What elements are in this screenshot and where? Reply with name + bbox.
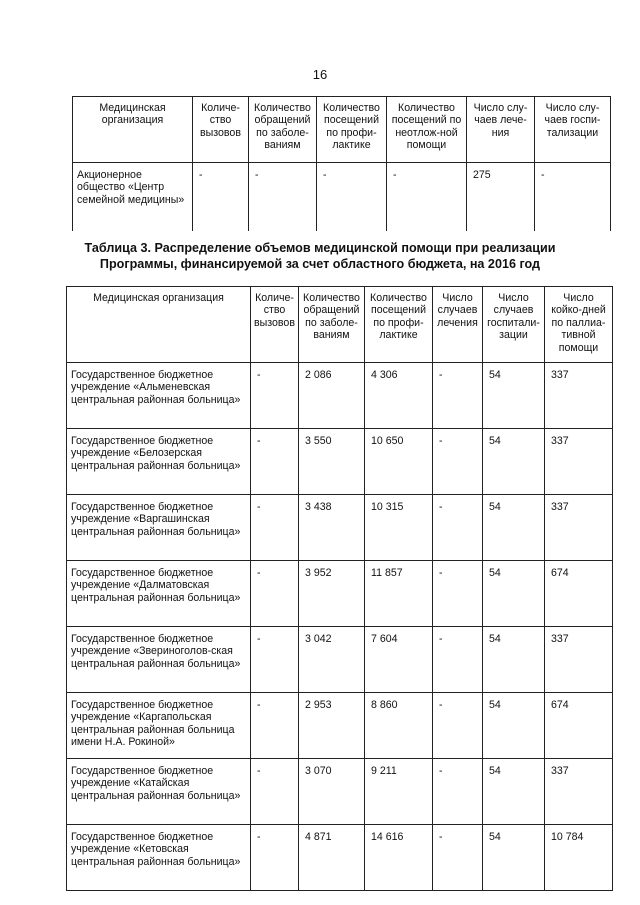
cell-hospitalization: - [535,163,611,232]
cell-appeals: 3 438 [299,495,365,561]
cell-treatment: - [433,363,483,429]
cell-calls: - [251,429,299,495]
cell-org: Государственное бюджетное учреждение «Катайская центральная районная больница» [67,759,251,825]
cell-calls: - [251,627,299,693]
cell-prophylaxis: 11 857 [365,561,433,627]
table-row [73,163,611,232]
cell-treatment: - [433,495,483,561]
table-row [67,693,613,759]
header-org: Медицинская организация [67,287,251,363]
header-treatment: Число слу-чаев лече-ния [467,97,535,163]
table-row [67,759,613,825]
cell-treatment: - [433,759,483,825]
cell-org: Акционерное общество «Центр семейной медицины» [73,163,193,232]
cell-hospitalization: 54 [483,627,545,693]
table-row [67,825,613,891]
table-row [67,495,613,561]
table-3 [66,286,613,891]
cell-org: Государственное бюджетное учреждение «Каргапольская центральная районная больница имени Н.А. Рокиной» [67,693,251,759]
page-number: 16 [312,67,328,82]
cell-treatment: - [433,627,483,693]
cell-prophylaxis: 8 860 [365,693,433,759]
header-hospitalization: Число случаев госпитали-зации [483,287,545,363]
cell-hospitalization: 54 [483,363,545,429]
header-prophylaxis: Количество посещений по профи-лактике [317,97,387,163]
table-row [67,363,613,429]
cell-prophylaxis: - [317,163,387,232]
cell-treatment: - [433,429,483,495]
cell-calls: - [193,163,249,232]
cell-prophylaxis: 14 616 [365,825,433,891]
cell-emergency: - [387,163,467,232]
cell-treatment: - [433,693,483,759]
header-appeals: Количество обращений по заболе-ваниям [299,287,365,363]
table-caption [0,240,640,272]
cell-org: Государственное бюджетное учреждение «Варгашинская центральная районная больница» [67,495,251,561]
cell-appeals: 4 871 [299,825,365,891]
cell-org: Государственное бюджетное учреждение «Далматовская центральная районная больница» [67,561,251,627]
cell-prophylaxis: 10 650 [365,429,433,495]
cell-calls: - [251,495,299,561]
cell-hospitalization: 54 [483,429,545,495]
table-header-row [73,97,611,163]
cell-bed-days: 337 [545,759,613,825]
cell-treatment: - [433,561,483,627]
cell-bed-days: 337 [545,363,613,429]
cell-prophylaxis: 7 604 [365,627,433,693]
cell-treatment: - [433,825,483,891]
cell-appeals: 3 070 [299,759,365,825]
cell-appeals: 2 953 [299,693,365,759]
cell-calls: - [251,825,299,891]
header-calls: Количе-ство вызовов [251,287,299,363]
cell-hospitalization: 54 [483,495,545,561]
table-row [67,429,613,495]
cell-prophylaxis: 10 315 [365,495,433,561]
cell-appeals: 3 550 [299,429,365,495]
header-appeals: Количество обращений по заболе-ваниям [249,97,317,163]
cell-appeals: 2 086 [299,363,365,429]
cell-calls: - [251,693,299,759]
cell-appeals: - [249,163,317,232]
cell-bed-days: 337 [545,495,613,561]
cell-bed-days: 674 [545,561,613,627]
table-header-row [67,287,613,363]
cell-org: Государственное бюджетное учреждение «Кетовская центральная районная больница» [67,825,251,891]
cell-hospitalization: 54 [483,561,545,627]
cell-calls: - [251,561,299,627]
caption-line-1: Таблица 3. Распределение объемов медицинской помощи при реализации [84,241,556,255]
header-bed-days: Число койко-дней по паллиа-тивной помощи [545,287,613,363]
cell-bed-days: 337 [545,627,613,693]
header-org: Медицинская организация [73,97,193,163]
cell-prophylaxis: 4 306 [365,363,433,429]
continued-table [72,96,611,231]
header-treatment: Число случаев лечения [433,287,483,363]
caption-line-2: Программы, финансируемой за счет областного бюджета, на 2016 год [99,257,541,271]
table-row [67,627,613,693]
cell-hospitalization: 54 [483,759,545,825]
cell-bed-days: 10 784 [545,825,613,891]
cell-bed-days: 337 [545,429,613,495]
cell-hospitalization: 54 [483,825,545,891]
cell-org: Государственное бюджетное учреждение «Звериноголов-ская центральная районная больница» [67,627,251,693]
cell-hospitalization: 54 [483,693,545,759]
header-prophylaxis: Количество посещений по профи-лактике [365,287,433,363]
cell-prophylaxis: 9 211 [365,759,433,825]
cell-treatment: 275 [467,163,535,232]
cell-calls: - [251,759,299,825]
cell-calls: - [251,363,299,429]
cell-appeals: 3 042 [299,627,365,693]
table-row [67,561,613,627]
header-calls: Количе-ство вызовов [193,97,249,163]
cell-appeals: 3 952 [299,561,365,627]
cell-org: Государственное бюджетное учреждение «Альменевская центральная районная больница» [67,363,251,429]
header-hospitalization: Число слу-чаев госпи-тализации [535,97,611,163]
cell-bed-days: 674 [545,693,613,759]
header-emergency: Количество посещений по неотлож-ной помощи [387,97,467,163]
cell-org: Государственное бюджетное учреждение «Белозерская центральная районная больница» [67,429,251,495]
